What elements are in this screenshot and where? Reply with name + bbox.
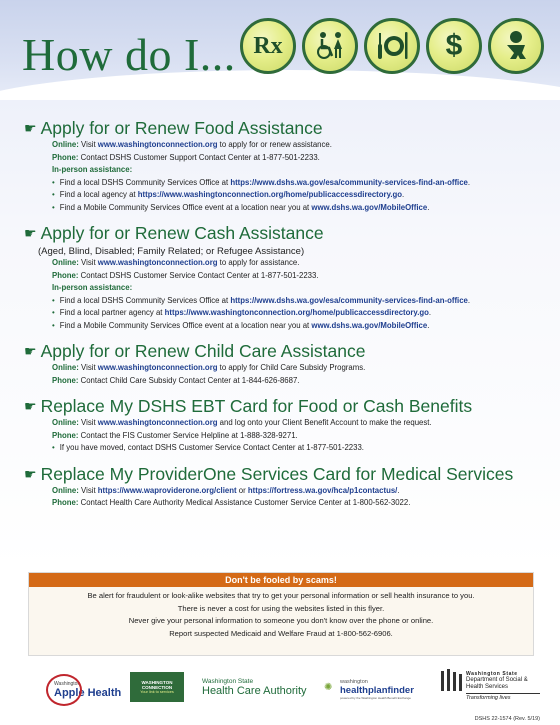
header-banner [0, 0, 560, 100]
scam-line: Report suspected Medicaid and Welfare Fraud at 1-800-562-6906. [169, 628, 393, 638]
section-ebt-card [24, 395, 544, 455]
list-item: • Find a local DSHS Community Services Office at https://www.dshs.wa.gov/esa/community-services-find-an-office. [52, 295, 544, 308]
section-heading: ☛ Replace My ProviderOne Services Card for Medical Services [24, 463, 514, 484]
mobile-office-link[interactable]: www.dshs.wa.gov/MobileOffice [311, 202, 428, 212]
section-heading: ☛ Apply for or Renew Child Care Assistance [24, 341, 366, 361]
baby-icon [488, 18, 544, 74]
phone-line: Phone: Contact the FIS Customer Service Helpline at 1-888-328-9271. [52, 430, 298, 440]
accessibility-family-icon [302, 18, 358, 74]
inperson-label: In-person assistance: [52, 165, 133, 174]
health-care-authority-logo: Washington State Health Care Authority [202, 677, 307, 697]
agency-directory-link[interactable]: https://www.washingtonconnection.org/home/publicaccessdirectory.go [164, 308, 429, 317]
online-line: Online: Visit www.washingtonconnection.org and log onto your Client Benefit Account to make the request. [52, 418, 432, 427]
dshs-office-link[interactable]: https://www.dshs.wa.gov/esa/community-services-find-an-office [230, 295, 468, 305]
section-heading: ☛ Replace My DSHS EBT Card for Food or Cash Benefits [24, 396, 473, 416]
section-food-assistance [24, 117, 544, 214]
section-providerone-card [24, 463, 544, 510]
dshs-logo: Washington State Department of Social & Health Services Transforming lives [436, 662, 540, 710]
phone-line: Phone: Contact Child Care Subsidy Contact Center at 1-844-626-8687. [52, 375, 300, 385]
agency-directory-link[interactable]: https://www.washingtonconnection.org/home/publicaccessdirectory.go [137, 190, 403, 199]
header-icons [240, 18, 544, 74]
phone-line: Phone: Contact DSHS Customer Support Contact Center at 1-877-501-2233. [52, 152, 320, 162]
scam-line: Be alert for fraudulent or look-alike websites that try to get your personal information or sell health insurance to you. [87, 591, 475, 600]
pointing-hand-icon: ☛ [24, 398, 37, 414]
providerone-link[interactable]: https://www.waproviderone.org/client [97, 485, 237, 495]
washington-connection-logo: WASHINGTON CONNECTION Your link to services [130, 672, 184, 702]
dshs-people-icon [438, 668, 464, 694]
phone-line: Phone: Contact DSHS Customer Service Contact Center at 1-877-501-2233. [52, 270, 319, 280]
pointing-hand-icon: ☛ [24, 225, 37, 241]
scam-line: Never give your personal information to someone you don't know over the phone or online. [128, 616, 434, 625]
inperson-label: In-person assistance: [52, 283, 133, 292]
online-line: Online: Visit www.washingtonconnection.org to apply for assistance. [52, 258, 300, 267]
healthplanfinder-logo: ✺ washington healthplanfinder powered by the Washington Health Benefit Exchange [324, 678, 414, 700]
washington-connection-link[interactable]: www.washingtonconnection.org [97, 140, 218, 149]
online-line: Online: Visit https://www.waproviderone.org/client or https://fortress.wa.gov/hca/p1contactus/. [52, 485, 400, 495]
pointing-hand-icon: ☛ [24, 343, 37, 359]
apple-health-logo: Washington Apple Health [44, 670, 122, 710]
list-item: • Find a Mobile Community Services Office event at a location near you at www.dshs.wa.gov/MobileOffice. [52, 320, 544, 333]
phone-line: Phone: Contact Health Care Authority Medical Assistance Customer Service Center at 1-800-562-3022. [52, 498, 411, 507]
form-number: DSHS 22-1574 (Rev. 5/19) [474, 716, 540, 722]
dshs-office-link[interactable]: https://www.dshs.wa.gov/esa/community-services-find-an-office [230, 177, 468, 187]
list-item: • If you have moved, contact DSHS Customer Service Contact Center at 1-877-501-2233. [52, 442, 544, 455]
scam-warning-box [28, 572, 534, 656]
fortress-contact-link[interactable]: https://fortress.wa.gov/hca/p1contactus/ [247, 485, 398, 495]
washington-connection-link[interactable]: www.washingtonconnection.org [97, 363, 218, 372]
healthplanfinder-dots-icon: ✺ [324, 682, 333, 693]
section-heading: ☛ Apply for or Renew Cash Assistance [24, 223, 324, 243]
meal-icon [364, 18, 420, 74]
footer-logos [0, 658, 560, 725]
page-title: How do I... [22, 29, 236, 80]
section-subtitle: (Aged, Blind, Disabled; Family Related; or Refugee Assistance) [38, 246, 305, 257]
section-heading: ☛ Apply for or Renew Food Assistance [24, 118, 323, 138]
list-item: • Find a local DSHS Community Services Office at https://www.dshs.wa.gov/esa/community-services-find-an-office. [52, 177, 544, 190]
main-content [24, 117, 544, 518]
washington-connection-link[interactable]: www.washingtonconnection.org [97, 258, 218, 267]
list-item: • Find a Mobile Community Services Office event at a location near you at www.dshs.wa.gov/MobileOffice. [52, 202, 544, 215]
mobile-office-link[interactable]: www.dshs.wa.gov/MobileOffice [311, 320, 428, 330]
pointing-hand-icon: ☛ [24, 120, 37, 136]
section-cash-assistance [24, 222, 544, 332]
scam-line: There is never a cost for using the websites listed in this flyer. [177, 603, 385, 613]
dollar-icon: $ [426, 18, 482, 74]
apple-icon [46, 674, 82, 706]
pointing-hand-icon: ☛ [24, 465, 37, 482]
washington-connection-link[interactable]: www.washingtonconnection.org [97, 418, 218, 427]
list-item: • Find a local agency at https://www.washingtonconnection.org/home/publicaccessdirectory.go. [52, 189, 544, 202]
list-item: • Find a local partner agency at https://www.washingtonconnection.org/home/publicaccessdirectory.go. [52, 307, 544, 320]
online-line: Online: Visit www.washingtonconnection.org to apply for or renew assistance. [52, 140, 332, 149]
section-child-care [24, 340, 544, 387]
rx-icon: Rx [240, 18, 296, 74]
scam-warning-title: Don't be fooled by scams! [29, 573, 533, 587]
online-line: Online: Visit www.washingtonconnection.org to apply for Child Care Subsidy Programs. [52, 363, 366, 372]
